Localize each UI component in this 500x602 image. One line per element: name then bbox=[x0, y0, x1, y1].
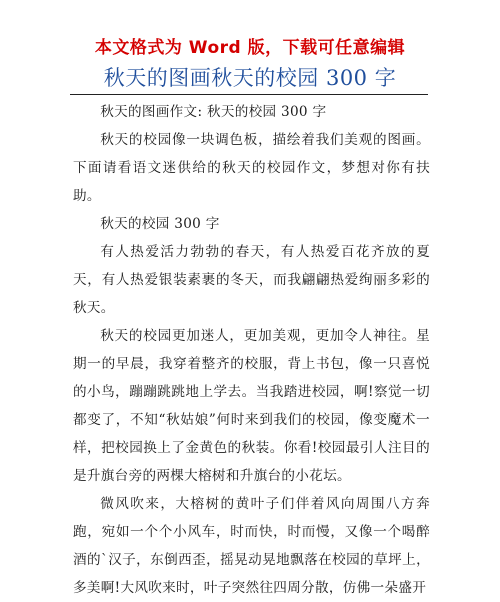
word-format-banner: 本文格式为 Word 版，下载可任意编辑 bbox=[94, 38, 406, 58]
document-title: 秋天的图画秋天的校园 300 字 bbox=[103, 66, 397, 90]
paragraph-subtitle: 秋天的图画作文: 秋天的校园 300 字 bbox=[100, 104, 327, 120]
document-body bbox=[73, 98, 430, 602]
title-divider bbox=[70, 94, 428, 95]
paragraph-heading: 秋天的校园 300 字 bbox=[100, 216, 220, 232]
paragraph-seasons: 有人热爱活力勃勃的春天，有人热爱百花齐放的夏天，有人热爱银装素裹的冬天，而我翩翩热爱绚丽多彩的秋天。 bbox=[73, 244, 430, 316]
paragraph-campus: 秋天的校园更加迷人，更加美观，更加令人神往。星期一的早晨，我穿着整齐的校服，背上书包，像一只喜悦的小鸟，蹦蹦跳跳地上学去。当我踏进校园，啊!察觉一切都变了，不知“秋姑娘”何时来到我们的校园，像变魔术一样，把校园换上了金黄色的秋装。你看!校园最引人注目的是升旗台旁的两棵大榕树和升旗台的小花坛。 bbox=[73, 328, 430, 484]
paragraph-intro: 秋天的校园像一块调色板，描绘着我们美观的图画。下面请看语文迷供给的秋天的校园作文，梦想对你有扶助。 bbox=[73, 132, 430, 204]
paragraph-breeze: 微风吹来，大榕树的黄叶子们伴着风向周围八方奔跑，宛如一个个小风车，时而快，时而慢，又像一个喝醉酒的`汉子，东倒西歪，摇晃动晃地飘落在校园的草坪上，多美啊!大风吹来时，叶子突然往四周分散，仿佛一朵盛开 bbox=[73, 496, 430, 596]
